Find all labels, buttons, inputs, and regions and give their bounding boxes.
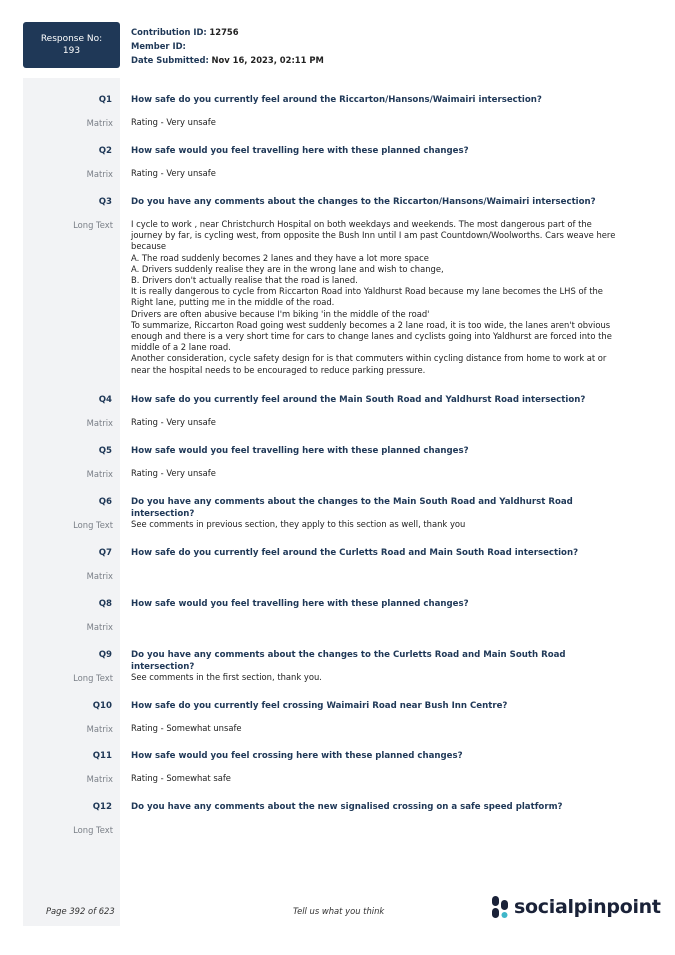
date-submitted-row xyxy=(131,53,324,67)
answer-line: journey by far, is cycling west, from opposite the Bush Inn until I am past Countdown/Woolworths. Cars weave here xyxy=(131,230,616,241)
question-number: Q6 xyxy=(98,497,112,507)
answer-type: Matrix xyxy=(86,622,113,632)
brand-logo xyxy=(491,894,661,920)
question-number: Q4 xyxy=(98,395,112,405)
answer-type: Matrix xyxy=(86,774,113,784)
contribution-id-label: Contribution ID: xyxy=(131,27,207,37)
footer-tagline: Tell us what you think xyxy=(293,906,385,916)
brand-name: socialpinpoint xyxy=(514,896,661,918)
answer-line: Rating - Somewhat unsafe xyxy=(131,723,242,733)
answer-line: because xyxy=(131,241,167,252)
answer-line: I cycle to work , near Christchurch Hospital on both weekdays and weekends. The most dangerous part of the xyxy=(131,219,592,229)
answer-type: Matrix xyxy=(86,724,113,734)
answer-line: near the hospital needs to be encouraged to reduce parking pressure. xyxy=(131,364,426,375)
question-text: How safe would you feel travelling here with these planned changes? xyxy=(131,599,469,609)
answer-text xyxy=(131,168,627,179)
question-text: Do you have any comments about the changes to the Curletts Road and Main South Road intersection? xyxy=(131,650,566,672)
answer-text xyxy=(131,468,627,479)
answer-line: Rating - Very unsafe xyxy=(131,417,216,427)
socialpinpoint-logo-icon xyxy=(491,895,509,919)
question-number: Q3 xyxy=(98,197,112,207)
answer-line: A. Drivers suddenly realise they are in the wrong lane and wish to change, xyxy=(131,263,444,274)
answer-line: Rating - Very unsafe xyxy=(131,117,216,127)
answer-type: Matrix xyxy=(86,469,113,479)
answer-line: Rating - Very unsafe xyxy=(131,468,216,478)
answer-line: A. The road suddenly becomes 2 lanes and they have a lot more space xyxy=(131,252,429,263)
answer-type: Matrix xyxy=(86,571,113,581)
answer-type: Matrix xyxy=(86,169,113,179)
question-number: Q7 xyxy=(98,548,112,558)
question-number: Q2 xyxy=(98,146,112,156)
answer-type: Long Text xyxy=(73,220,113,230)
answer-text xyxy=(131,773,627,784)
answer-text xyxy=(131,417,627,428)
question-text: Do you have any comments about the new signalised crossing on a safe speed platform? xyxy=(131,802,563,812)
answer-line: middle of a 2 lane road. xyxy=(131,342,231,353)
question-number: Q5 xyxy=(98,446,112,456)
question-text: Do you have any comments about the changes to the Riccarton/Hansons/Waimairi intersection? xyxy=(131,197,596,207)
question-number: Q10 xyxy=(92,701,112,711)
answer-line: Right lane, putting me in the middle of the road. xyxy=(131,297,335,308)
question-number: Q8 xyxy=(98,599,112,609)
question-text: How safe would you feel travelling here with these planned changes? xyxy=(131,446,469,456)
page-number: Page 392 of 623 xyxy=(46,906,115,916)
member-id-label: Member ID: xyxy=(131,41,186,51)
member-id-row xyxy=(131,39,324,53)
answer-type: Long Text xyxy=(73,673,113,683)
date-submitted-value: Nov 16, 2023, 02:11 PM xyxy=(211,55,324,65)
answer-type: Long Text xyxy=(73,825,113,835)
question-text: How safe would you feel travelling here with these planned changes? xyxy=(131,146,469,156)
answer-line: It is really dangerous to cycle from Riccarton Road into Yaldhurst Road because my lane becomes the LHS of the xyxy=(131,286,603,297)
answer-text xyxy=(131,723,627,734)
question-number: Q11 xyxy=(92,751,112,761)
question-text: How safe do you currently feel crossing Waimairi Road near Bush Inn Centre? xyxy=(131,701,508,711)
answer-line: Rating - Somewhat safe xyxy=(131,773,231,783)
answer-text xyxy=(131,219,627,376)
question-number: Q9 xyxy=(98,650,112,660)
answer-line: To summarize, Riccarton Road going west suddenly becomes a 2 lane road, it is too wide, the lanes aren't obvious xyxy=(131,319,611,330)
answer-text xyxy=(131,519,627,530)
answer-text xyxy=(131,117,627,128)
submission-meta xyxy=(131,25,324,67)
answer-line: See comments in previous section, they apply to this section as well, thank you xyxy=(131,519,466,529)
contribution-id-value: 12756 xyxy=(209,27,239,37)
answer-line: See comments in the first section, thank you. xyxy=(131,672,322,682)
question-text: How safe do you currently feel around the Riccarton/Hansons/Waimairi intersection? xyxy=(131,95,542,105)
answer-type: Long Text xyxy=(73,520,113,530)
answer-text xyxy=(131,672,627,683)
question-number: Q12 xyxy=(92,802,112,812)
answer-line: Rating - Very unsafe xyxy=(131,168,216,178)
answer-line: B. Drivers don't actually realise that the road is laned. xyxy=(131,275,358,286)
question-text: Do you have any comments about the changes to the Main South Road and Yaldhurst Road intersection? xyxy=(131,497,573,519)
date-submitted-label: Date Submitted: xyxy=(131,55,209,65)
answer-type: Matrix xyxy=(86,118,113,128)
answer-type: Matrix xyxy=(86,418,113,428)
question-text: How safe do you currently feel around the Main South Road and Yaldhurst Road intersection? xyxy=(131,395,586,405)
answer-line: Drivers are often abusive because I'm biking 'in the middle of the road' xyxy=(131,308,430,319)
contribution-id-row xyxy=(131,25,324,39)
question-text: How safe do you currently feel around the Curletts Road and Main South Road intersection? xyxy=(131,548,579,558)
answer-line: Another consideration, cycle safety design for is that commuters within cycling distance from home to work at or xyxy=(131,353,607,364)
question-number: Q1 xyxy=(98,95,112,105)
response-number: 193 xyxy=(62,46,81,56)
response-number-box xyxy=(23,22,120,68)
question-text: How safe would you feel crossing here with these planned changes? xyxy=(131,751,463,761)
answer-line: enough and there is a very short time for cars to change lanes and cyclists going into Yaldhurst are forced into the xyxy=(131,331,612,342)
response-label: Response No: xyxy=(40,34,103,44)
